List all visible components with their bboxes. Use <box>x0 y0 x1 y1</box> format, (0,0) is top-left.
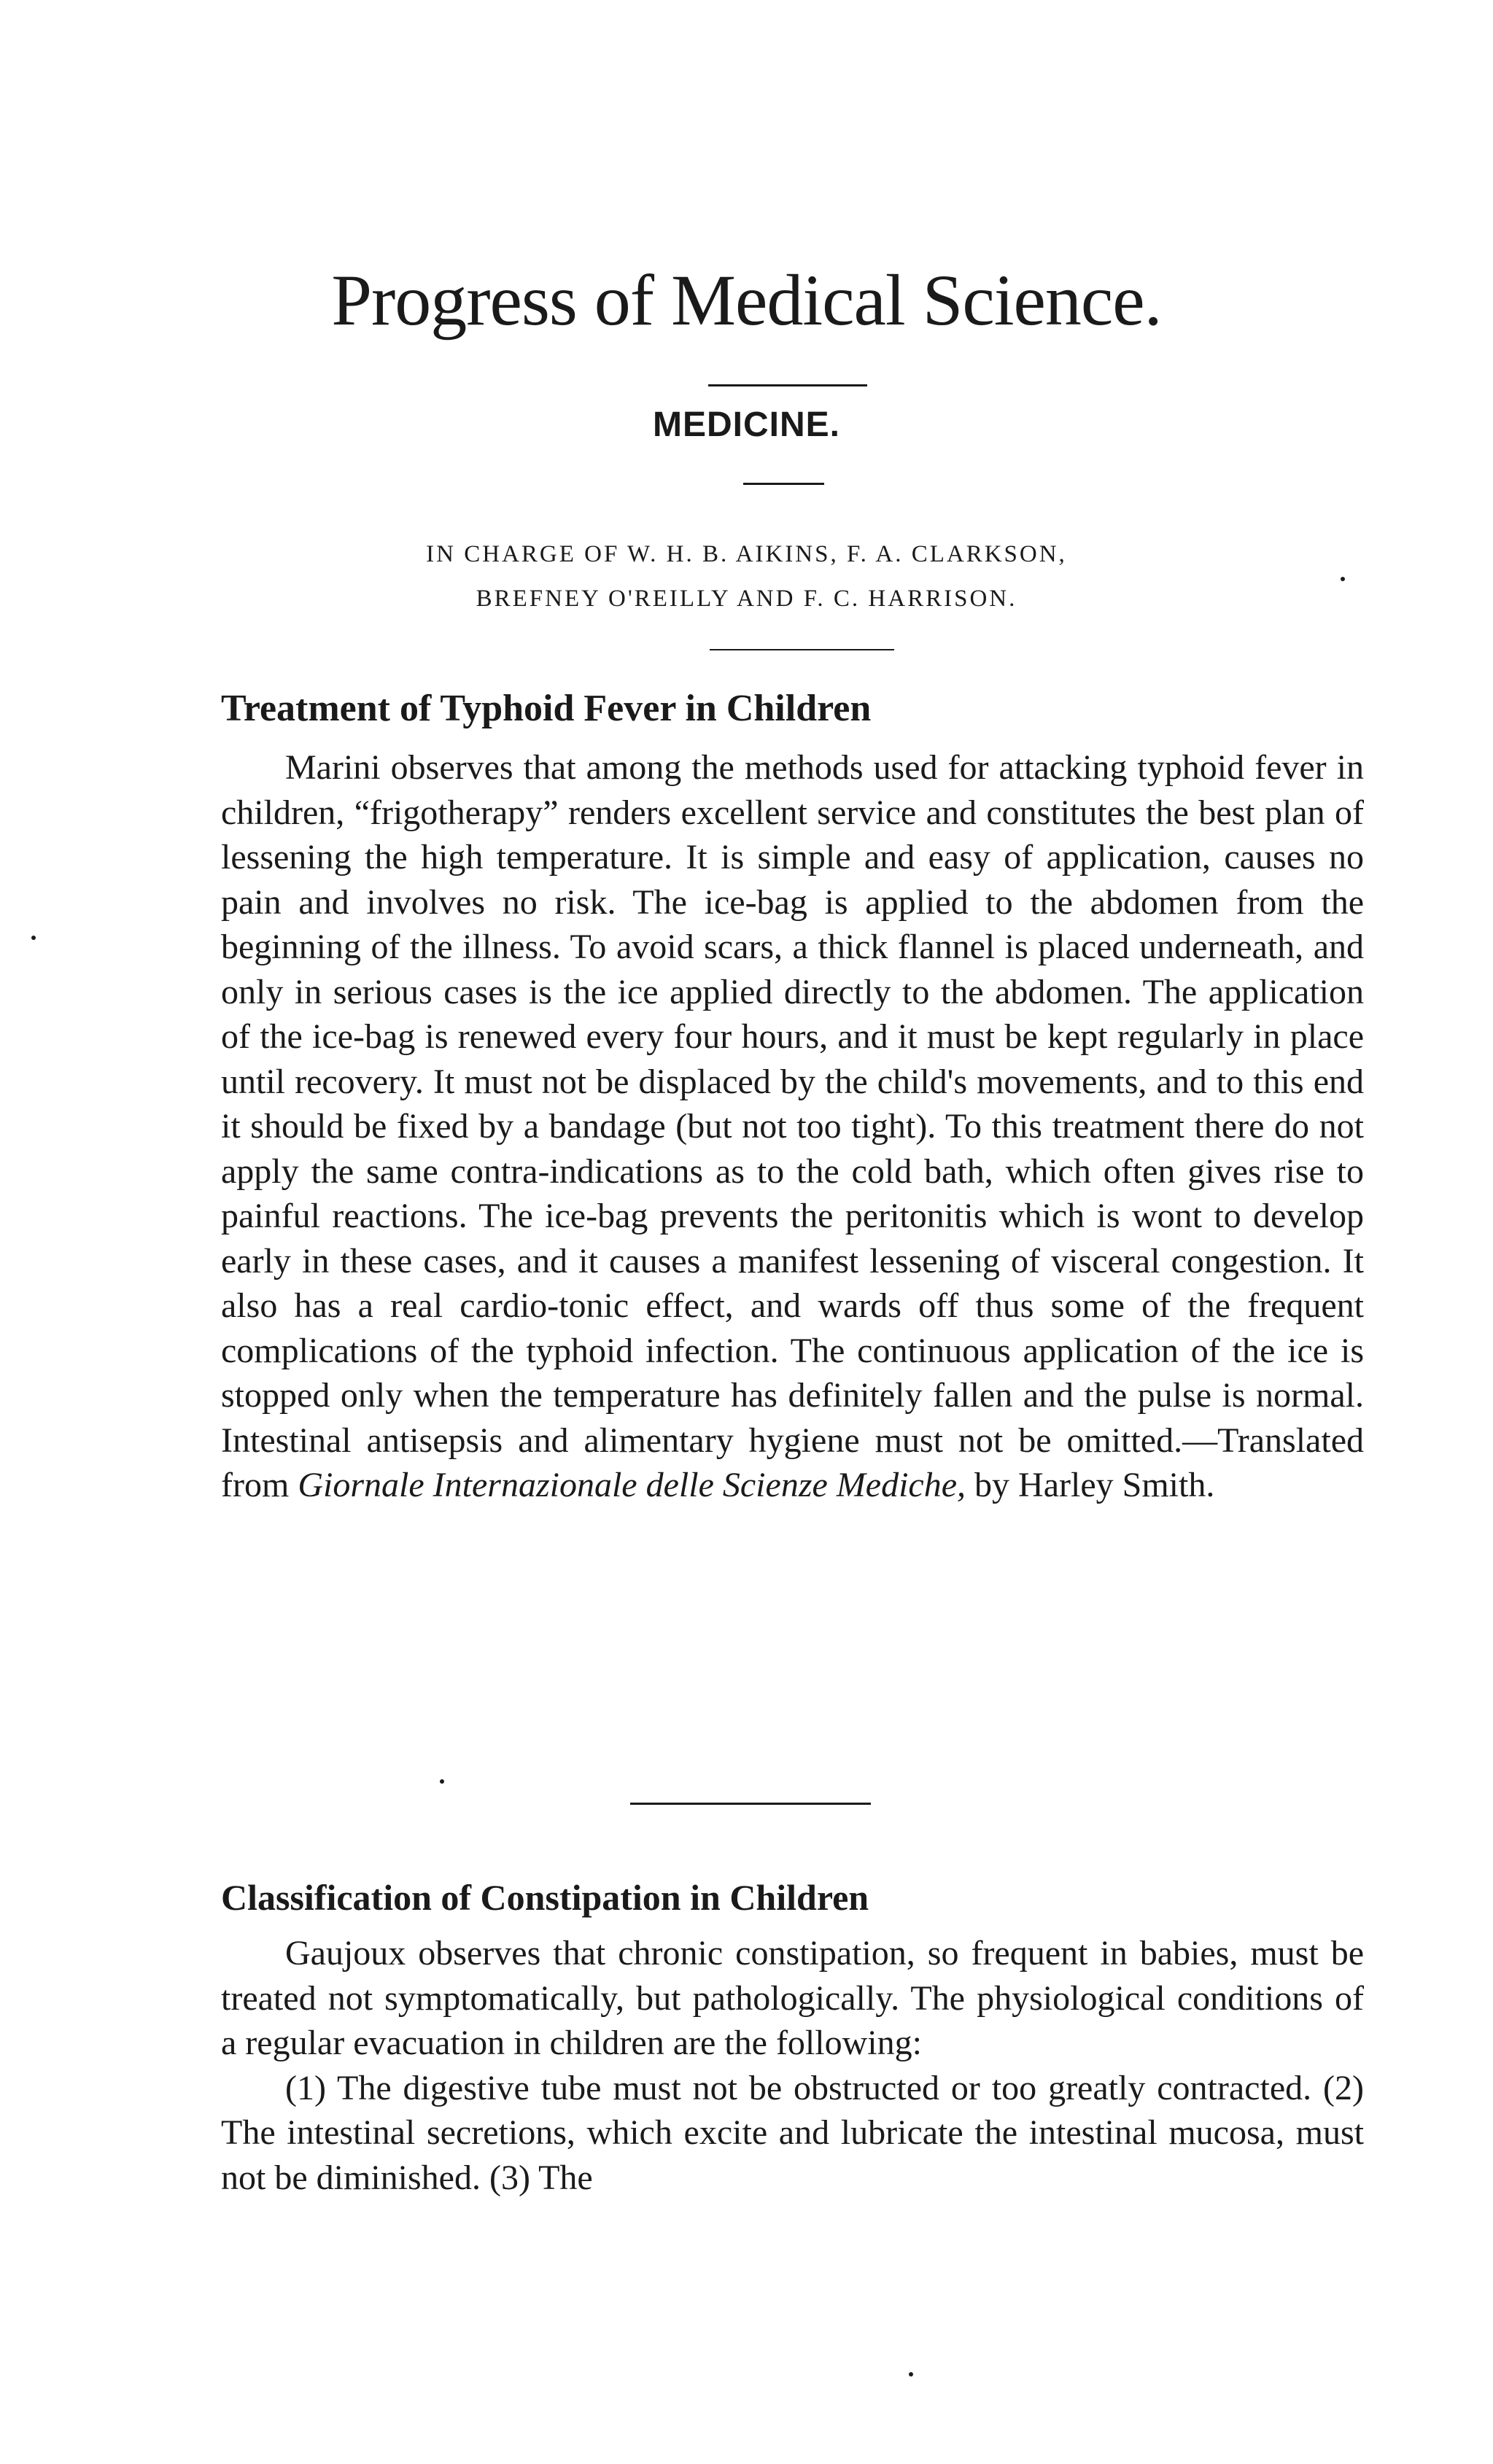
paragraph: (1) The digestive tube must not be obstructed or too greatly contracted. (2) The intestinal secretions, which excite and lubricate the intestinal mucosa, must not be diminished. (3) The <box>221 2068 1364 2197</box>
editors-rule <box>710 649 894 650</box>
editors-line-2: BREFNEY O'REILLY AND F. C. HARRISON. <box>476 586 1017 612</box>
section-rule <box>743 483 824 485</box>
title-rule <box>708 384 867 386</box>
article-body-constipation <box>221 1931 1364 2200</box>
page-title: Progress of Medical Science. <box>331 260 1162 341</box>
paragraph-text: Marini observes that among the methods used for attacking typhoid fever in children, “frigotherapy” renders excellent service and constitutes the best plan of lessening the high temperature. It is simple and easy of application, causes no pain and involves no risk. The ice-bag is applied to the abdomen from the beginning of the illness. To avoid scars, a thick flannel is placed underneath, and only in serious cases is the ice applied directly to the abdomen. The application of the ice-bag is renewed every four hours, and it must be kept regularly in place until recovery. It must not be displaced by the child's movements, and to this end it should be fixed by a bandage (but not too tight). To this treatment there do not apply the same contra-indications as to the cold bath, which often gives rise to painful reactions. The ice-bag prevents the peritonitis which is wont to develop early in these cases, and it causes a manifest lessening of visceral congestion. It also has a real cardio-tonic effect, and wards off thus some of the frequent complications of the typhoid infection. The continuous application of the ice is stopped only when the temperature has definitely fallen and the pulse is normal. Intestinal antisepsis and alimentary hygiene must not be omitted.—Translated from <box>221 748 1364 1504</box>
source-journal: Giornale Internazionale delle Scienze Mediche, <box>298 1466 966 1504</box>
print-speck <box>909 2372 913 2376</box>
editors-line-1: IN CHARGE OF W. H. B. AIKINS, F. A. CLARKSON, <box>426 541 1067 567</box>
print-speck <box>1341 577 1345 581</box>
paragraph: Gaujoux observes that chronic constipation, so frequent in babies, must be treated not symptomatically, but pathologically. The physiological conditions of a regular evacuation in children are the following: <box>221 1934 1364 2062</box>
paragraph-text-end: by Harley Smith. <box>966 1466 1215 1504</box>
article-title-constipation: Classification of Constipation in Children <box>221 1877 869 1918</box>
article-title-typhoid: Treatment of Typhoid Fever in Children <box>221 688 872 729</box>
article-body-typhoid <box>221 745 1364 1508</box>
section-heading: MEDICINE. <box>652 405 840 444</box>
print-speck <box>31 936 36 940</box>
paragraph <box>221 745 1364 1508</box>
print-speck <box>440 1779 444 1784</box>
article-separator-rule <box>630 1803 871 1805</box>
